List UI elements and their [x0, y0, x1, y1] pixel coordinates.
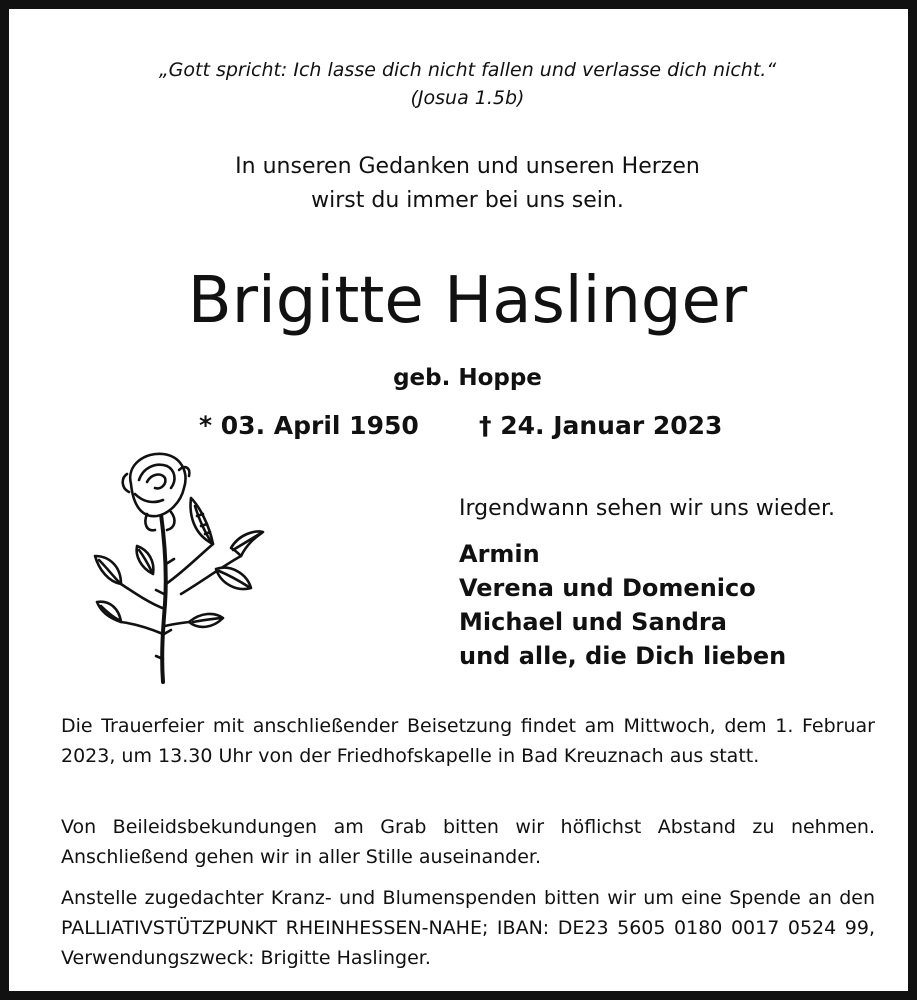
- funeral-notice: Die Trauerfeier mit anschließender Beisetzung findet am Mittwoch, dem 1. Februar 2023, um 13.30 Uhr von der Friedhofskapelle in Bad Kreuznach aus statt.: [61, 715, 875, 767]
- bible-quote-source: (Josua 1.5b): [410, 87, 525, 109]
- mourner-name: Michael und Sandra: [459, 608, 727, 636]
- birth-date: * 03. April 1950: [199, 411, 419, 440]
- bible-quote: „Gott spricht: Ich lasse dich nicht fallen und verlasse dich nicht.“: [158, 59, 777, 81]
- donation-notice: Anstelle zugedachter Kranz- und Blumenspenden bitten wir um eine Spende an den PALLIATIVSTÜTZPUNKT RHEINHESSEN-NAHE; IBAN: DE23 5605 0180 0017 0524 99, Verwendungszweck: Brigitte Haslinger.: [61, 887, 875, 969]
- mourner-name: Armin: [459, 540, 540, 568]
- mourner-name: und alle, die Dich lieben: [459, 642, 787, 670]
- rose-icon: [91, 444, 266, 689]
- maiden-name: geb. Hoppe: [393, 365, 542, 391]
- mourner-name: Verena und Domenico: [459, 574, 756, 602]
- intro-line-2: wirst du immer bei uns sein.: [311, 188, 624, 213]
- intro-line-1: In unseren Gedanken und unseren Herzen: [235, 154, 700, 179]
- farewell-line: Irgendwann sehen wir uns wieder.: [459, 496, 835, 521]
- mourners-list: [459, 537, 786, 673]
- condolence-notice: Von Beileidsbekundungen am Grab bitten wir höflichst Abstand zu nehmen. Anschließend gehen wir in aller Stille auseinander.: [61, 816, 875, 868]
- deceased-name: Brigitte Haslinger: [187, 264, 748, 338]
- death-date: † 24. Januar 2023: [479, 411, 723, 440]
